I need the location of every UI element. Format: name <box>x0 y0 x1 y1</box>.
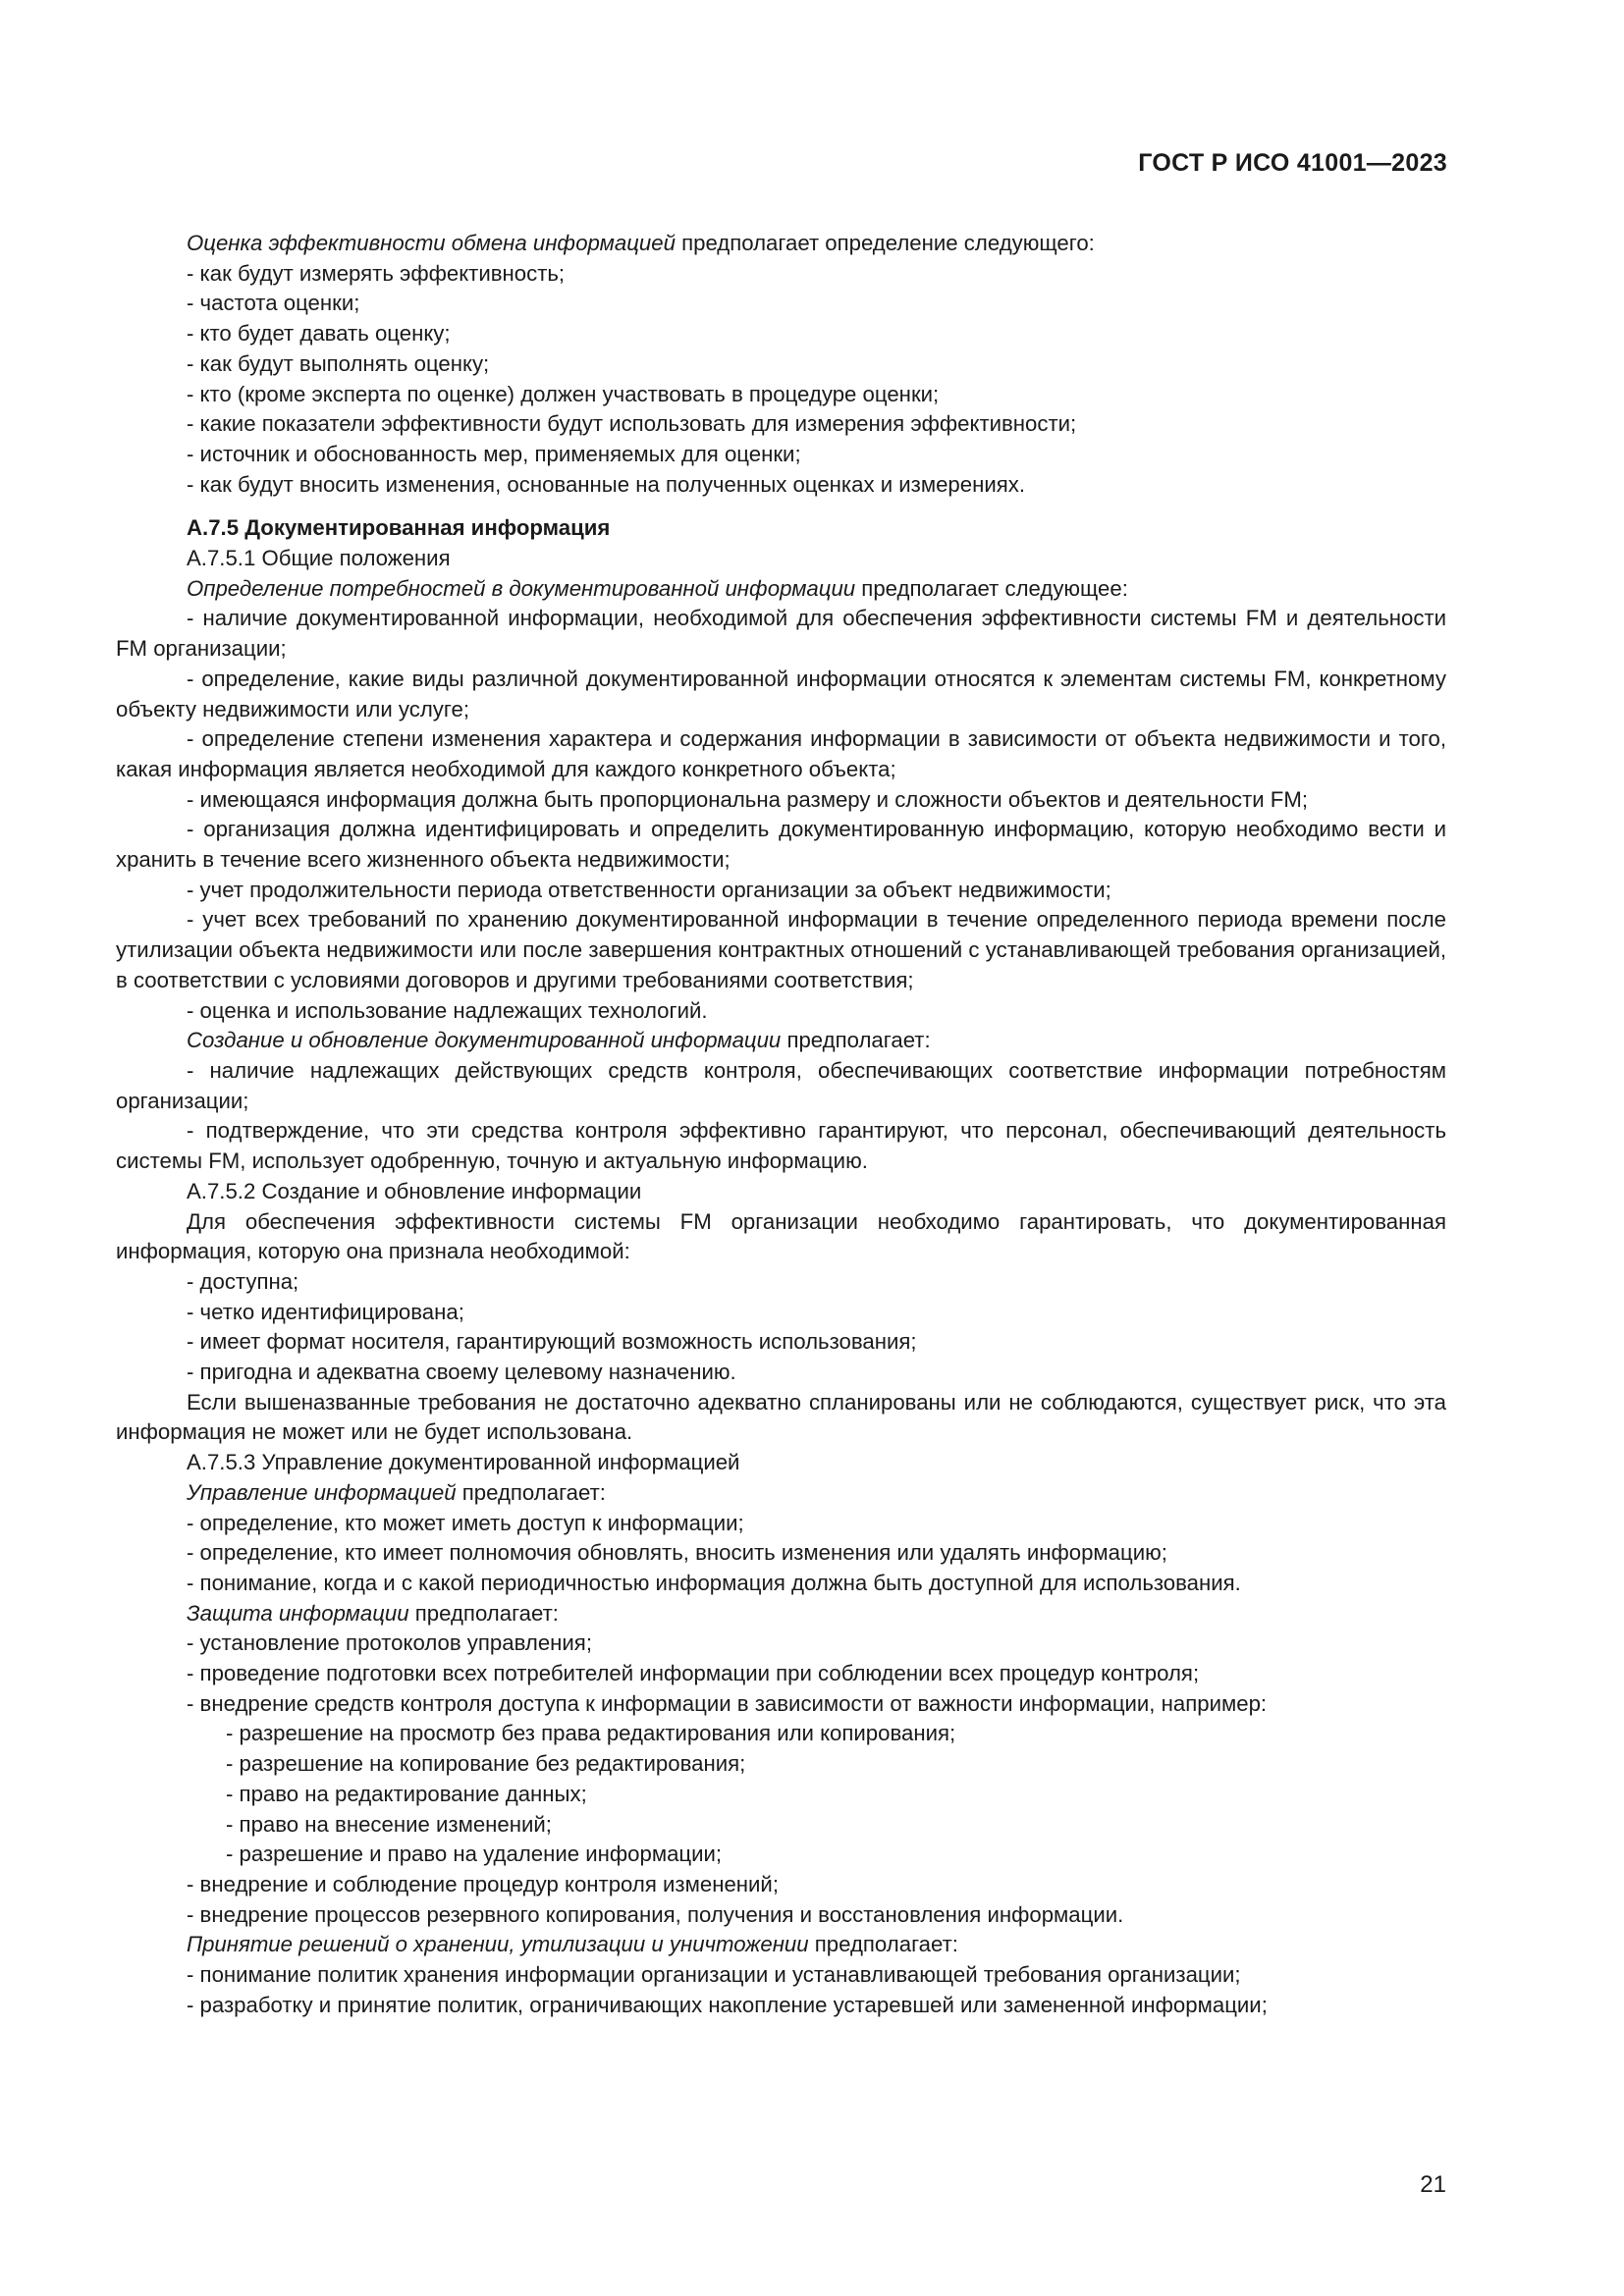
list-item: - как будут выполнять оценку; <box>187 350 490 376</box>
list-item: - какие показатели эффективности будут использовать для измерения эффективности; <box>187 411 1077 437</box>
list-item: - кто (кроме эксперта по оценке) должен участвовать в процедуре оценки; <box>187 381 940 406</box>
list-item: - разработку и принятие политик, ограничивающих накопление устаревшей или замененной информации; <box>187 1992 1268 2017</box>
paragraph: Для обеспечения эффективности системы FM организации необходимо гарантировать, что документированная информация, которую она признала необходимой: <box>116 1208 1446 1264</box>
list-item: - разрешение и право на удаление информации; <box>226 1842 723 1867</box>
assessment-intro-italic: Оценка эффективности обмена информацией <box>187 231 676 255</box>
list-item: - организация должна идентифицировать и определить документированную информацию, которую необходимо вести и хранить в течение всего жизненного объекта недвижимости; <box>116 817 1446 873</box>
protect-intro-rest: предполагает: <box>408 1600 559 1626</box>
list-item: - оценка и использование надлежащих технологий. <box>187 997 708 1023</box>
page-number: 21 <box>1420 2171 1446 2198</box>
list-item: - право на редактирование данных; <box>226 1781 587 1806</box>
list-item: - понимание, когда и с какой периодичностью информация должна быть доступной для использования. <box>187 1570 1241 1595</box>
list-item: - наличие документированной информации, необходимой для обеспечения эффективности системы FM и деятельности FM организации; <box>116 606 1446 662</box>
create-intro-italic: Создание и обновление документированной информации <box>187 1028 782 1053</box>
mgmt-intro <box>116 1478 1446 1509</box>
list-item: - понимание политик хранения информации организации и устанавливающей требования организации; <box>187 1962 1241 1988</box>
assessment-intro-rest: предполагает определение следующего: <box>675 231 1095 255</box>
list-item: - подтверждение, что эти средства контроля эффективно гарантируют, что персонал, обеспечивающий деятельность системы FM, использует одобренную, точную и актуальную информацию. <box>116 1118 1446 1174</box>
list-item: - имеющаяся информация должна быть пропорциональна размеру и сложности объектов и деятельности FM; <box>187 786 1308 812</box>
list-item: - внедрение средств контроля доступа к информации в зависимости от важности информации, например: <box>187 1690 1268 1716</box>
retention-intro <box>116 1930 1446 1960</box>
list-item: - определение, какие виды различной документированной информации относятся к элементам системы FM, конкретному объекту недвижимости или услуге; <box>116 666 1446 721</box>
list-item: - определение, кто может иметь доступ к информации; <box>187 1510 744 1535</box>
list-item: - частота оценки; <box>187 291 360 316</box>
list-item: - определение, кто имеет полномочия обновлять, вносить изменения или удалять информацию; <box>187 1540 1167 1566</box>
list-item: - разрешение на просмотр без права редактирования или копирования; <box>226 1721 956 1746</box>
paragraph: Если вышеназванные требования не достаточно адекватно спланированы или не соблюдаются, существует риск, что эта информация не может или не будет использована. <box>116 1389 1446 1445</box>
list-item: - четко идентифицирована; <box>187 1299 464 1324</box>
list-item: - разрешение на копирование без редактирования; <box>226 1751 746 1777</box>
list-item: - источник и обоснованность мер, применяемых для оценки; <box>187 441 801 466</box>
list-item: - пригодна и адекватна своему целевому назначению. <box>187 1360 736 1385</box>
standard-code-header: ГОСТ Р ИСО 41001—2023 <box>1138 149 1447 177</box>
protect-intro-italic: Защита информации <box>187 1600 409 1626</box>
list-item: - внедрение и соблюдение процедур контроля изменений; <box>187 1871 779 1896</box>
section-heading: А.7.5 Документированная информация <box>187 515 611 541</box>
create-intro <box>116 1026 1446 1056</box>
subsection-title: А.7.5.1 Общие положения <box>187 546 451 571</box>
subsection-title: А.7.5.2 Создание и обновление информации <box>187 1178 642 1203</box>
list-item: - учет продолжительности периода ответственности организации за объект недвижимости; <box>187 877 1111 902</box>
list-item: - наличие надлежащих действующих средств контроля, обеспечивающих соответствие информации потребностям организации; <box>116 1057 1446 1113</box>
protect-intro <box>116 1599 1446 1629</box>
list-item: - определение степени изменения характера и содержания информации в зависимости от объекта недвижимости и того, какая информация является необходимой для каждого конкретного объекта; <box>116 726 1446 781</box>
list-item: - проведение подготовки всех потребителей информации при соблюдении всех процедур контроля; <box>187 1661 1200 1686</box>
assessment-intro <box>116 229 1446 259</box>
list-item: - учет всех требований по хранению документированной информации в течение определенного периода времени после утилизации объекта недвижимости или после завершения контрактных отношений с устанавливающей требования организацией, в соответствии с условиями договоров и другими требованиями соответствия; <box>116 907 1446 992</box>
retention-intro-rest: предполагает: <box>808 1932 958 1957</box>
mgmt-intro-italic: Управление информацией <box>187 1479 457 1505</box>
needs-intro-rest: предполагает следующее: <box>855 575 1128 601</box>
list-item: - внедрение процессов резервного копирования, получения и восстановления информации. <box>187 1901 1124 1927</box>
needs-intro-italic: Определение потребностей в документированной информации <box>187 575 856 601</box>
list-item: - право на внесение изменений; <box>226 1811 552 1837</box>
needs-intro <box>116 574 1446 605</box>
create-intro-rest: предполагает: <box>781 1028 931 1053</box>
subsection-title: А.7.5.3 Управление документированной информацией <box>187 1450 740 1475</box>
list-item: - установление протоколов управления; <box>187 1630 592 1656</box>
list-item: - кто будет давать оценку; <box>187 321 451 347</box>
list-item: - как будут вносить изменения, основанные на полученных оценках и измерениях. <box>187 471 1026 497</box>
page-body <box>116 229 1446 2020</box>
list-item: - доступна; <box>187 1268 299 1294</box>
list-item: - имеет формат носителя, гарантирующий возможность использования; <box>187 1329 917 1355</box>
mgmt-intro-rest: предполагает: <box>456 1479 606 1505</box>
retention-intro-italic: Принятие решений о хранении, утилизации и уничтожении <box>187 1932 809 1957</box>
list-item: - как будут измерять эффективность; <box>187 260 566 286</box>
